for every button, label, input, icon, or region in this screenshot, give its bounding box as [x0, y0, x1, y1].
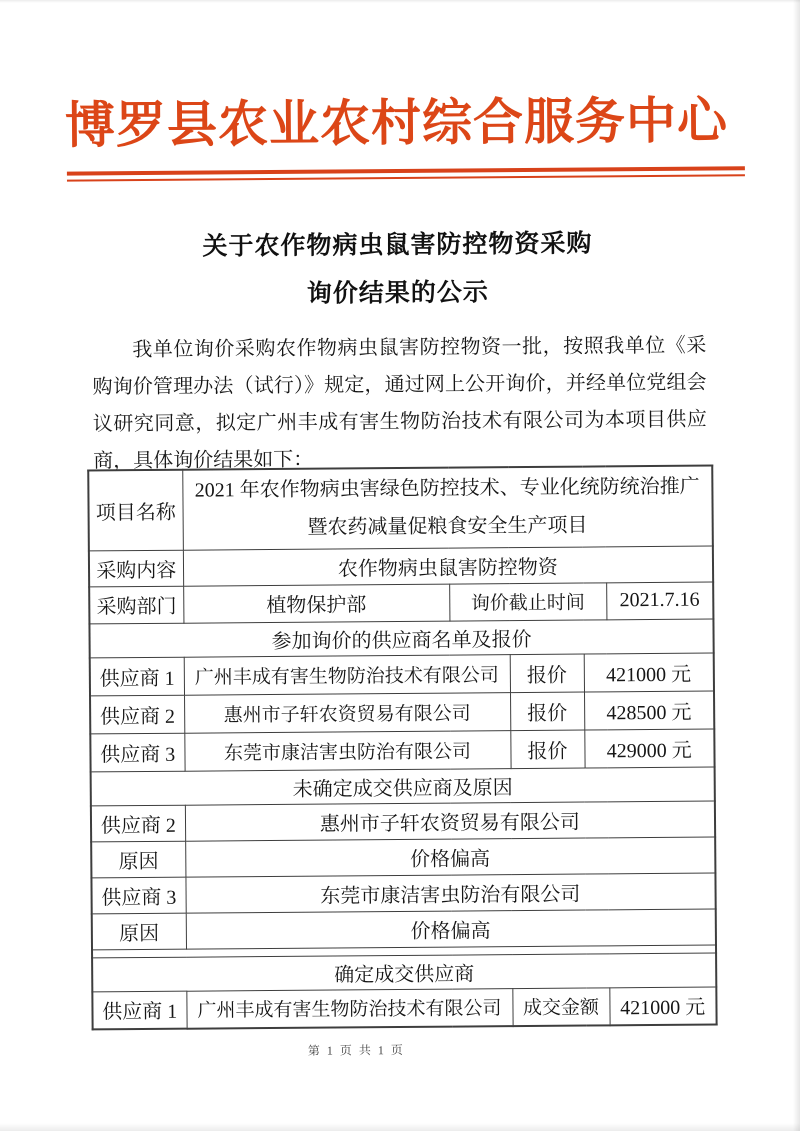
rejected-2-label: 供应商 3 [91, 877, 185, 914]
document-title-line-2: 询价结果的公示 [306, 279, 489, 308]
table-row-bidder-1 [90, 653, 714, 696]
table-row-rejected-1-reason [91, 837, 715, 878]
body-paragraph: 我单位询价采购农作物病虫鼠害防控物资一批，按照我单位《采购询价管理办法（试行）》规定，通过网上公开询价，并经单位党组会议研究同意，拟定广州丰成有害生物防治技术有限公司为本项目供应商，具体询价结果如下： [92, 334, 707, 473]
bidder-2-price: 428500 元 [584, 691, 714, 730]
bidder-3-price: 429000 元 [584, 729, 714, 768]
rejected-1-reason: 价格偏高 [185, 837, 715, 877]
scan-edge-bottom [0, 1123, 800, 1131]
table-row-bidder-3 [90, 729, 714, 772]
table-row-bidders-section [89, 619, 713, 658]
bidder-1-price: 421000 元 [584, 653, 714, 692]
project-name-line-1: 2021 年农作物病虫害绿色防控技术、专业化统防统治推广 [194, 475, 700, 502]
rejected-1-reason-label: 原因 [91, 841, 185, 878]
bidder-1-label: 供应商 1 [90, 657, 184, 696]
table-row-project-name [88, 466, 713, 551]
deadline-label: 询价截止时间 [449, 582, 606, 620]
letterhead-rule-thin [67, 174, 745, 181]
rejected-section-title: 未确定成交供应商及原因 [91, 767, 715, 806]
document-title-line-1: 关于农作物病虫鼠害防控物资采购 [202, 230, 593, 261]
bidder-1-price-label: 报价 [510, 654, 584, 693]
table-row-rejected-2-reason [92, 909, 716, 950]
document-title [0, 219, 798, 321]
table-row-awarded-section [92, 953, 716, 992]
rejected-2-company: 东莞市康洁害虫防治有限公司 [185, 873, 715, 913]
purchase-content-value: 农作物病虫鼠害防控物资 [183, 546, 713, 586]
deadline-value: 2021.7.16 [606, 582, 713, 620]
awarded-amount-label: 成交金额 [512, 987, 609, 1026]
rejected-1-company: 惠州市子轩农资贸易有限公司 [185, 801, 715, 841]
table-row-rejected-section [91, 767, 715, 806]
department-value: 植物保护部 [183, 584, 449, 623]
awarded-section-title: 确定成交供应商 [92, 953, 716, 992]
table-row-awarded-supplier [92, 987, 716, 1030]
table-row-rejected-2 [91, 873, 715, 914]
rejected-2-reason-label: 原因 [92, 913, 186, 950]
awarded-company: 广州丰成有害生物防治技术有限公司 [186, 988, 512, 1029]
rejected-1-label: 供应商 2 [91, 805, 185, 842]
bidder-2-price-label: 报价 [510, 692, 584, 731]
inquiry-result-table [87, 465, 717, 1031]
bidder-1-company: 广州丰成有害生物防治技术有限公司 [184, 654, 510, 695]
letterhead-org-name: 博罗县农业农村综合服务中心 [64, 92, 729, 154]
page-number-footer: 第 1 页 共 1 页 [307, 1042, 405, 1058]
table-row-bidder-2 [90, 691, 714, 734]
awarded-amount: 421000 元 [609, 987, 716, 1026]
table-row-department [89, 582, 713, 624]
scan-edge-top [0, 0, 800, 3]
bidder-2-company: 惠州市子轩农资贸易有限公司 [184, 692, 510, 733]
table-row-purchase-content [89, 546, 713, 587]
rejected-2-reason: 价格偏高 [186, 909, 716, 949]
project-name-value [182, 466, 713, 550]
scan-edge-right [793, 0, 800, 1131]
bidder-3-price-label: 报价 [510, 730, 584, 769]
awarded-label: 供应商 1 [92, 991, 186, 1030]
bidder-3-label: 供应商 3 [90, 733, 184, 772]
bidders-section-title: 参加询价的供应商名单及报价 [89, 619, 713, 658]
project-name-line-2: 暨农药减量促粮食安全生产项目 [307, 514, 588, 539]
purchase-content-label: 采购内容 [89, 550, 183, 587]
table-row-rejected-1 [91, 801, 715, 842]
bidder-3-company: 东莞市康洁害虫防治有限公司 [184, 730, 510, 771]
project-name-label: 项目名称 [88, 470, 183, 551]
department-label: 采购部门 [89, 586, 183, 624]
bidder-2-label: 供应商 2 [90, 695, 184, 734]
